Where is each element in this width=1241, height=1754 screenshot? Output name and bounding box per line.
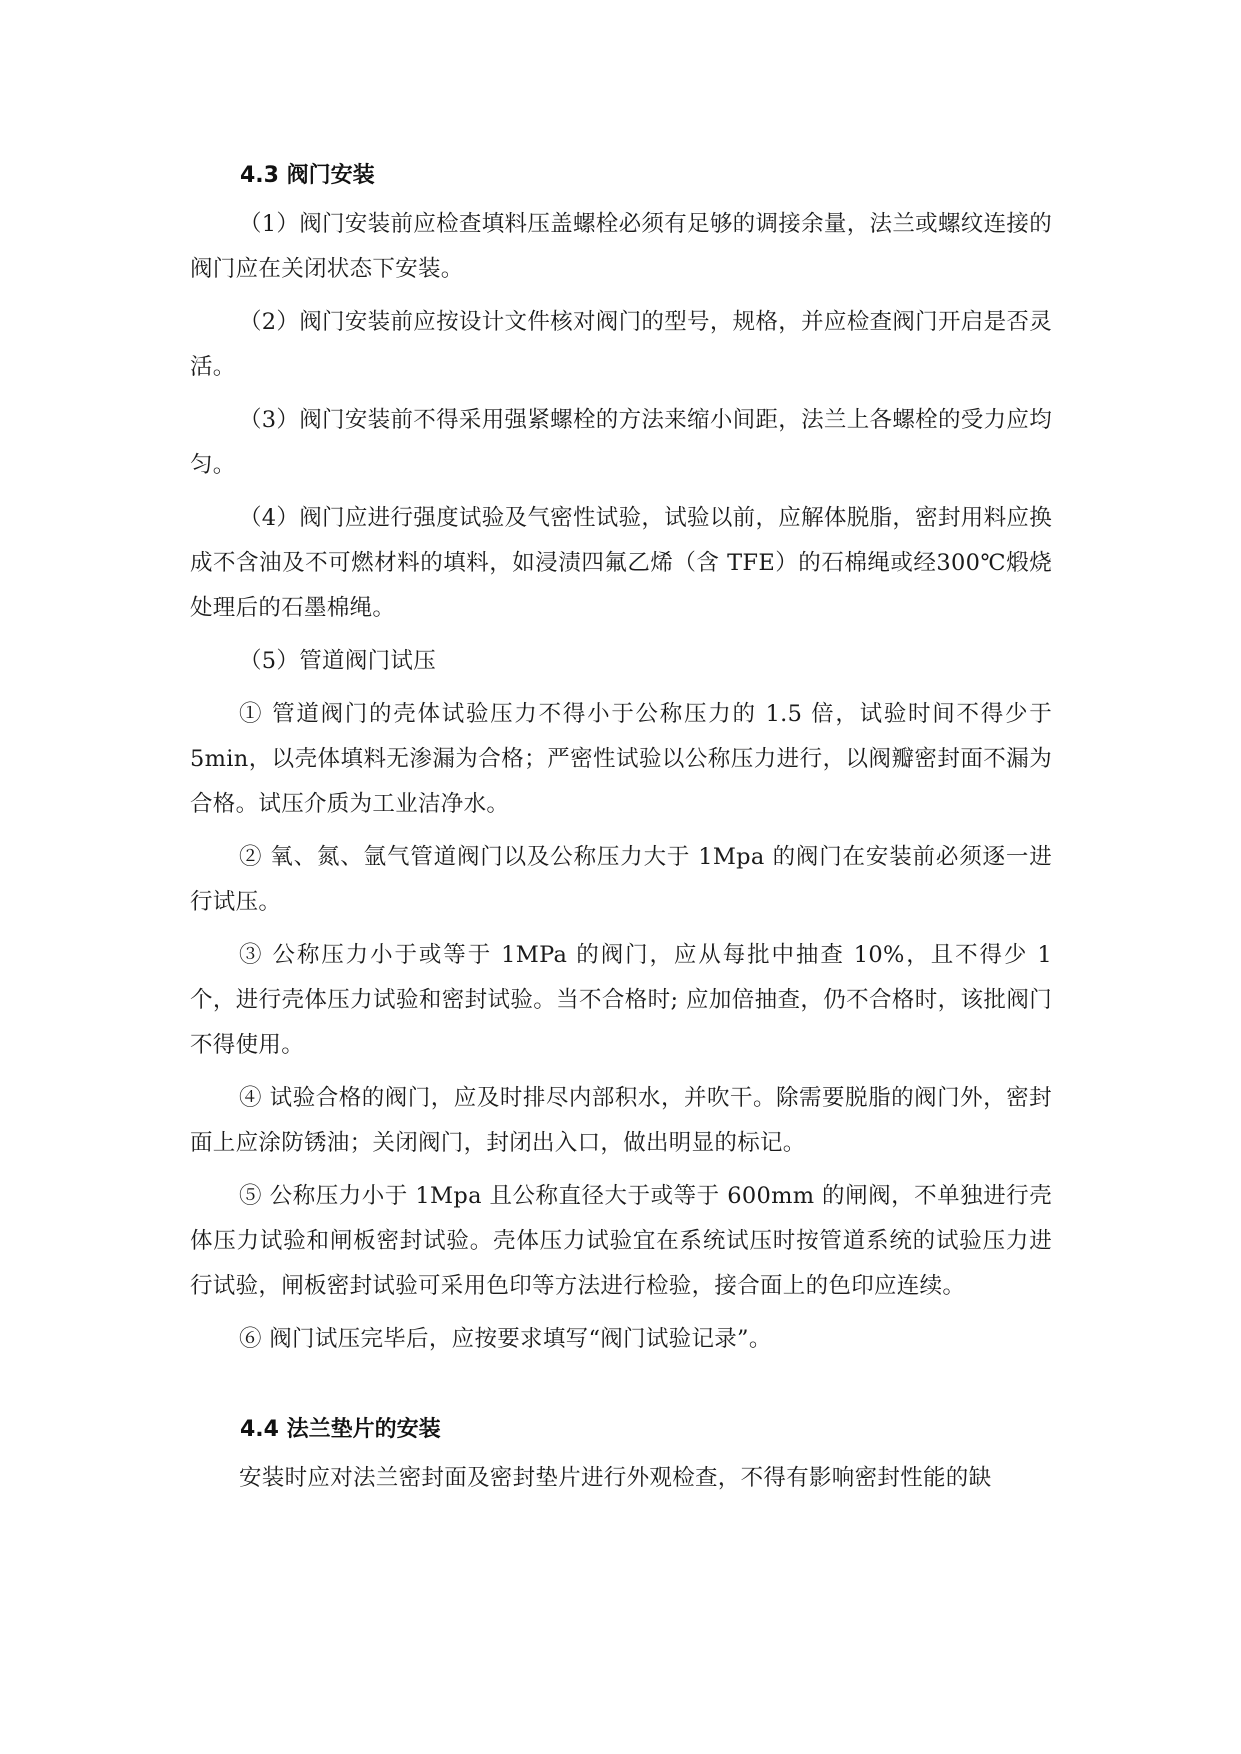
paragraph-valve-test-6: ⑥ 阀门试压完毕后，应按要求填写“阀门试验记录”。 — [239, 1326, 772, 1352]
paragraph-valve-3: （3）阀门安装前不得采用强紧螺栓的方法来缩小间距，法兰上各螺栓的受力应均匀。 — [190, 407, 1052, 478]
paragraph-valve-test-3: ③ 公称压力小于或等于 1MPa 的阀门，应从每批中抽查 10%，且不得少 1 个，进行壳体压力试验和密封试验。当不合格时; 应加倍抽查，仍不合格时，该批阀门不得使用。 — [190, 942, 1052, 1058]
paragraph-valve-2: （2）阀门安装前应按设计文件核对阀门的型号，规格，并应检查阀门开启是否灵活。 — [190, 309, 1052, 380]
paragraph-valve-test-2: ② 氧、氮、氩气管道阀门以及公称压力大于 1Mpa 的阀门在安装前必须逐一进行试压。 — [190, 844, 1052, 915]
document-body — [190, 160, 1052, 1509]
paragraph-valve-test-1: ① 管道阀门的壳体试验压力不得小于公称压力的 1.5 倍，试验时间不得少于 5min，以壳体填料无渗漏为合格；严密性试验以公称压力进行，以阀瓣密封面不漏为合格。试压介质为工业洁净水。 — [190, 701, 1052, 817]
section-heading-valve-installation: 4.3 阀门安装 — [240, 163, 375, 188]
paragraph-valve-1: （1）阀门安装前应检查填料压盖螺栓必须有足够的调接余量，法兰或螺纹连接的阀门应在关闭状态下安装。 — [190, 211, 1052, 282]
paragraph-valve-test-5: ⑤ 公称压力小于 1Mpa 且公称直径大于或等于 600mm 的闸阀，不单独进行壳体压力试验和闸板密封试验。壳体压力试验宜在系统试压时按管道系统的试验压力进行试验，闸板密封试验可采用色印等方法进行检验，接合面上的色印应连续。 — [190, 1183, 1052, 1299]
paragraph-valve-test-4: ④ 试验合格的阀门，应及时排尽内部积水，并吹干。除需要脱脂的阀门外，密封面上应涂防锈油；关闭阀门，封闭出入口，做出明显的标记。 — [190, 1085, 1052, 1156]
paragraph-valve-5: （5）管道阀门试压 — [239, 648, 437, 674]
paragraph-gasket-1: 安装时应对法兰密封面及密封垫片进行外观检查，不得有影响密封性能的缺 — [239, 1465, 992, 1491]
paragraph-valve-4: （4）阀门应进行强度试验及气密性试验，试验以前，应解体脱脂，密封用料应换成不含油及不可燃材料的填料，如浸渍四氟乙烯（含 TFE）的石棉绳或经300℃煅烧处理后的石墨棉绳。 — [190, 505, 1052, 621]
section-heading-flange-gasket: 4.4 法兰垫片的安装 — [240, 1417, 441, 1442]
